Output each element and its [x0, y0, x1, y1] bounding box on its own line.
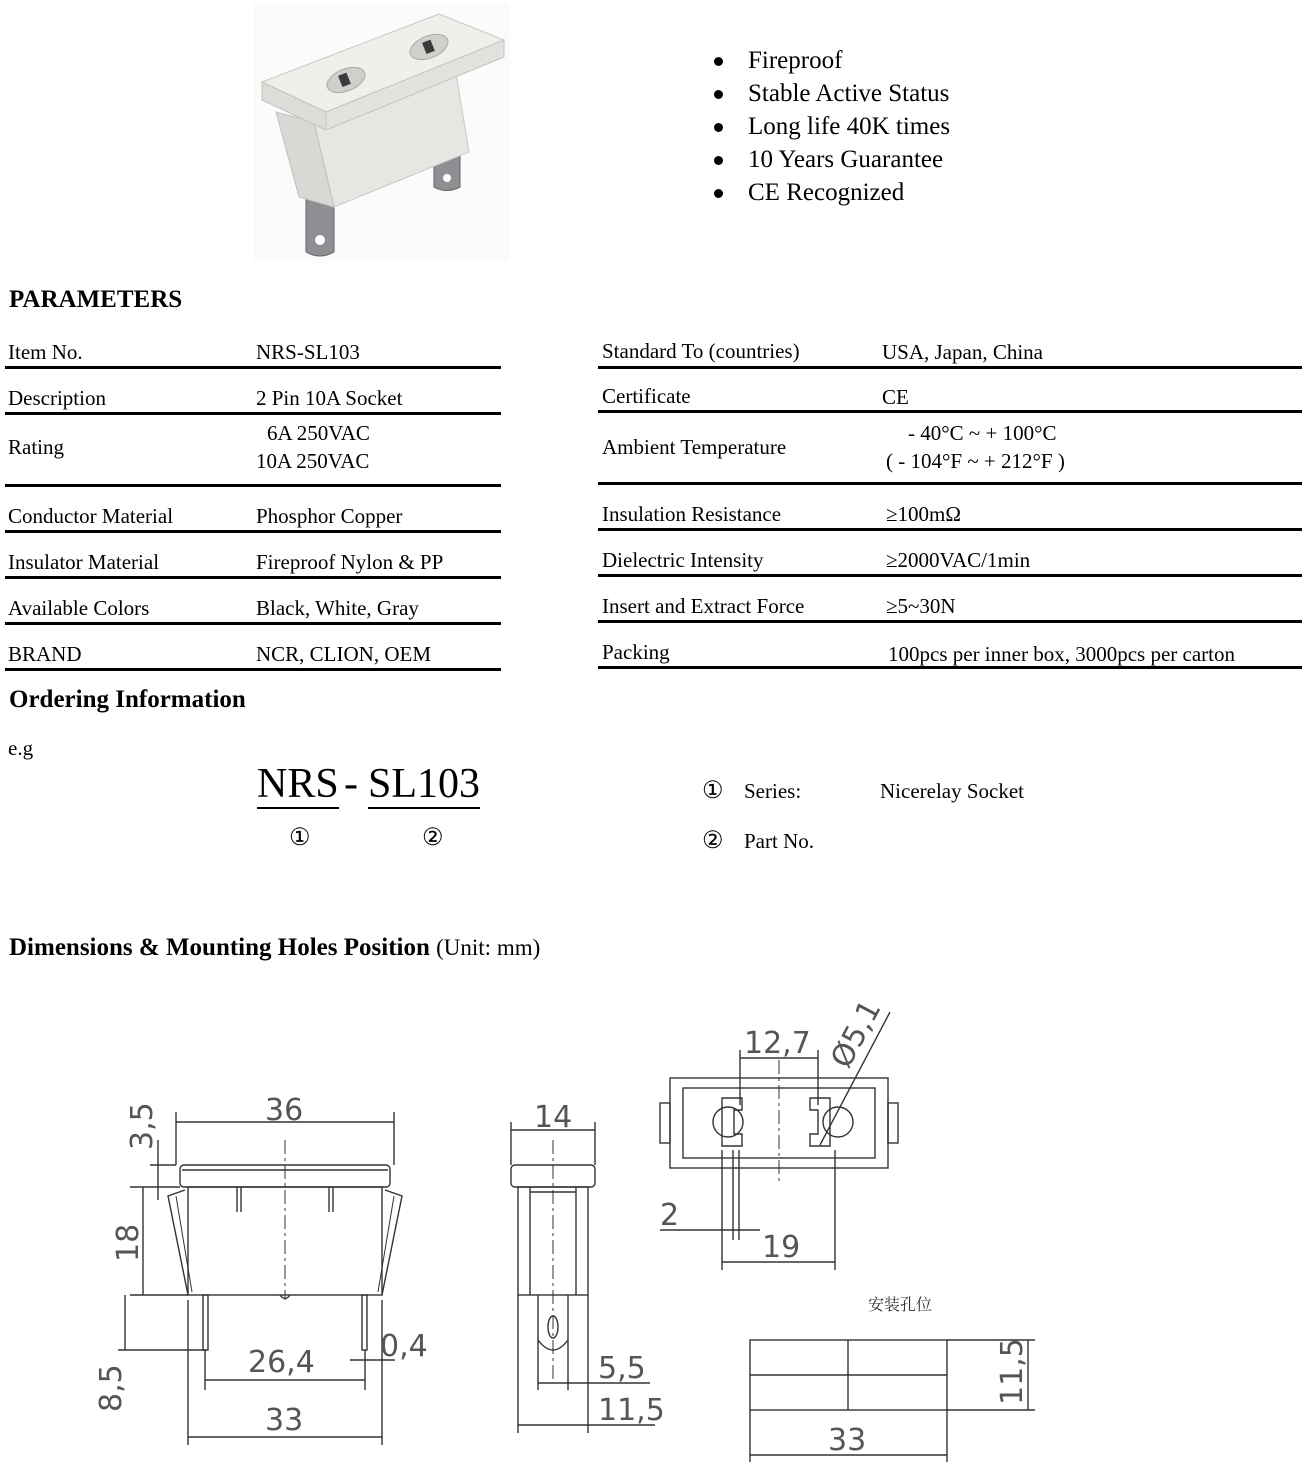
feature-item: Long life 40K times: [712, 110, 950, 143]
param-value: USA, Japan, China: [882, 340, 1043, 364]
feature-item: Fireproof: [712, 44, 950, 77]
side-view: [511, 1122, 655, 1433]
param-label: Conductor Material: [8, 504, 174, 528]
param-value: NRS-SL103: [256, 340, 360, 364]
dim-label: 33: [828, 1423, 867, 1458]
dim-label: 36: [265, 1093, 304, 1128]
feature-item: Stable Active Status: [712, 77, 950, 110]
feature-item: 10 Years Guarantee: [712, 143, 950, 176]
parameters-heading: PARAMETERS: [9, 286, 183, 313]
param-label: Ambient Temperature: [602, 435, 787, 459]
feature-list: [712, 44, 950, 209]
bullet-icon: [714, 189, 723, 198]
param-value-line: 6A 250VAC: [267, 421, 370, 445]
dim-label: 12,7: [744, 1026, 811, 1061]
param-row: [5, 592, 501, 625]
example-label: e.g: [8, 736, 34, 760]
param-row: [5, 638, 501, 671]
dim-label: 0,4: [380, 1329, 428, 1364]
bullet-icon: [714, 90, 723, 99]
legend-value: Nicerelay Socket: [880, 779, 1025, 803]
dim-label: 33: [265, 1403, 304, 1438]
legend-marker: ①: [702, 778, 724, 804]
dim-label: 2: [660, 1198, 680, 1233]
dim-label: 8,5: [94, 1364, 129, 1412]
dimensions-heading: Dimensions & Mounting Holes Position (Unit: mm): [9, 934, 541, 961]
param-value: NCR, CLION, OEM: [256, 642, 432, 666]
dim-label: 14: [534, 1100, 573, 1135]
param-label: Insert and Extract Force: [602, 594, 805, 618]
param-label: Certificate: [602, 384, 691, 408]
mount-caption: 安装孔位: [868, 1295, 933, 1314]
legend-key: Part No.: [744, 829, 814, 853]
param-row: [598, 382, 1302, 413]
param-label: Insulation Resistance: [602, 502, 782, 526]
dim-label: 11,5: [995, 1338, 1030, 1405]
bullet-icon: [714, 123, 723, 132]
param-row: [598, 590, 1302, 623]
dimension-labels: [94, 994, 1030, 1458]
param-row: [598, 416, 1302, 485]
param-row: [5, 336, 501, 369]
param-value: CE: [882, 385, 909, 409]
param-label: Standard To (countries): [602, 339, 800, 363]
dim-label: 18: [111, 1223, 146, 1262]
param-label: Description: [8, 386, 106, 410]
ordering-heading: Ordering Information: [9, 686, 246, 713]
param-value: Black, White, Gray: [256, 596, 419, 620]
order-code-series: NRS: [257, 761, 339, 807]
param-label: Dielectric Intensity: [602, 548, 764, 572]
param-row: [598, 636, 1302, 669]
param-label: Insulator Material: [8, 550, 160, 574]
param-row: [598, 544, 1302, 577]
param-value-line: ( - 104°F ~ + 212°F ): [886, 449, 1065, 473]
dimension-drawing: [0, 990, 1310, 1475]
param-label: Rating: [8, 435, 64, 459]
param-value: ≥100mΩ: [886, 502, 961, 526]
dim-label: 3,5: [125, 1102, 160, 1150]
bullet-icon: [714, 156, 723, 165]
marker-2: ②: [422, 825, 444, 851]
feature-item: CE Recognized: [712, 176, 950, 209]
param-label: Item No.: [8, 340, 83, 364]
marker-1: ①: [289, 825, 311, 851]
param-value: 2 Pin 10A Socket: [256, 386, 403, 410]
param-row: [5, 382, 501, 415]
order-code-part: SL103: [368, 761, 481, 807]
order-code-separator: -: [344, 761, 358, 807]
product-photo: [254, 2, 510, 262]
dim-label: 26,4: [248, 1345, 315, 1380]
param-label: BRAND: [8, 642, 82, 666]
front-view: [118, 1112, 402, 1445]
dim-label: 5,5: [598, 1351, 646, 1386]
dim-label: 19: [762, 1230, 801, 1265]
param-row: [5, 500, 501, 533]
dim-label: Ø5,1: [824, 994, 889, 1074]
param-value: Phosphor Copper: [256, 504, 403, 528]
param-label: Available Colors: [8, 596, 150, 620]
param-row: [5, 418, 501, 487]
param-row: [598, 498, 1302, 531]
legend-key: Series:: [744, 779, 802, 803]
param-row: [5, 546, 501, 579]
param-value: ≥2000VAC/1min: [886, 548, 1031, 572]
param-label: Packing: [602, 640, 670, 664]
param-value: ≥5~30N: [886, 594, 956, 618]
param-value: 100pcs per inner box, 3000pcs per carton: [888, 642, 1235, 666]
mounting-hole-view: [750, 1340, 1035, 1462]
bullet-icon: [714, 57, 723, 66]
param-row: [598, 336, 1302, 369]
dim-label: 11,5: [598, 1393, 665, 1428]
legend-marker: ②: [702, 828, 724, 854]
param-value-line: 10A 250VAC: [256, 449, 370, 473]
param-value: Fireproof Nylon & PP: [256, 550, 444, 574]
param-value-line: - 40°C ~ + 100°C: [908, 421, 1057, 445]
